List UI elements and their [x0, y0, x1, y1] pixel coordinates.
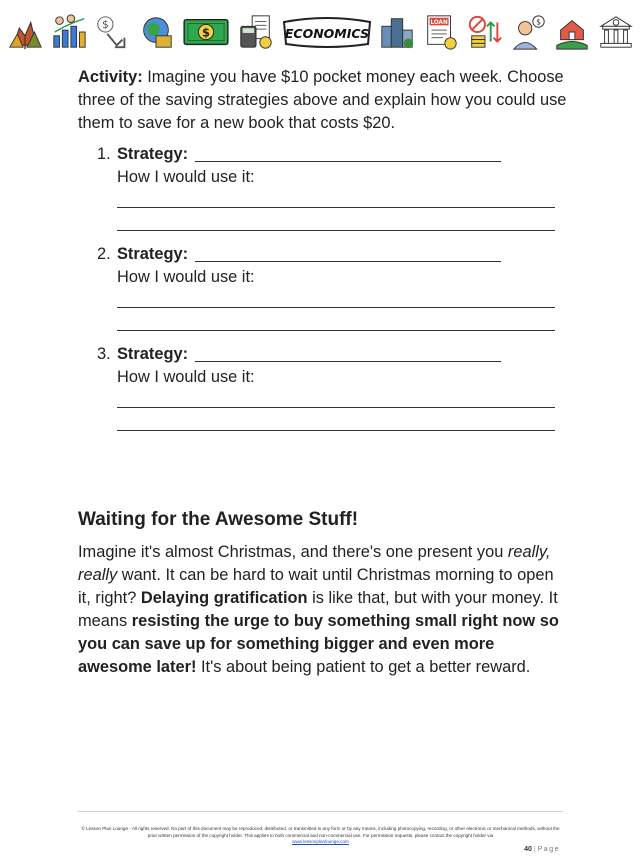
para-text: It's about being patient to get a better reward.	[196, 658, 531, 676]
no-dollar-coins-icon	[466, 13, 504, 51]
strategy-item	[97, 243, 567, 288]
bank-building-icon	[597, 13, 635, 51]
strategy-item	[97, 343, 567, 388]
falling-dollar-icon	[94, 13, 132, 51]
header-icon-banner	[6, 10, 635, 54]
para-bold-term: Delaying gratification	[140, 589, 308, 607]
house-hand-icon	[553, 13, 591, 51]
bar-chart-people-icon	[50, 13, 88, 51]
globe-trade-icon	[137, 13, 175, 51]
strategy-name-blank[interactable]	[195, 161, 501, 162]
loan-document-icon	[422, 13, 460, 51]
activity-text: Imagine you have $10 pocket money each week. Choose three of the saving strategies above and explain how you could use them to save for a new book that costs $20.	[78, 68, 567, 132]
strategy-label: Strategy:	[117, 345, 189, 363]
gratification-paragraph	[78, 541, 568, 679]
para-bold-phrase: resisting the urge to buy something small right now so you can save up for something bigger and even more awesome later!	[78, 612, 559, 676]
calculator-invoice-icon	[237, 13, 275, 51]
footer-copyright	[78, 826, 563, 846]
para-text: is like that, but with your money. It means	[78, 589, 558, 630]
footer-divider	[78, 811, 563, 812]
answer-line[interactable]	[117, 330, 555, 331]
para-emphasis: really, really	[78, 543, 551, 584]
activity-paragraph	[78, 66, 578, 135]
loan-label: LOAN	[430, 19, 448, 26]
strategy-number: 3.	[97, 345, 111, 363]
economics-banner	[281, 12, 373, 52]
svg-text:$: $	[202, 25, 210, 40]
strategy-label: Strategy:	[117, 245, 189, 263]
page-number-value: 40	[524, 846, 532, 853]
para-text: want. It can be hard to wait until Christmas morning to open it, right?	[78, 566, 554, 607]
answer-line[interactable]	[117, 407, 555, 408]
answer-line[interactable]	[117, 307, 555, 308]
answer-line[interactable]	[117, 230, 555, 231]
page-separator: |	[533, 846, 536, 853]
economics-label: ECONOMICS	[284, 26, 369, 41]
para-text: Imagine it's almost Christmas, and there's one present you	[78, 543, 508, 561]
investor-person-icon	[510, 13, 548, 51]
strategy-prompt: How I would use it:	[117, 268, 255, 286]
strategy-number: 1.	[97, 145, 111, 163]
strategy-number: 2.	[97, 245, 111, 263]
strategy-item	[97, 143, 567, 188]
strategy-name-blank[interactable]	[195, 361, 501, 362]
footer-website-link[interactable]: www.lessonplanlounge.com	[292, 839, 349, 845]
autumn-leaves-icon	[6, 13, 44, 51]
strategy-name-blank[interactable]	[195, 261, 501, 262]
answer-line[interactable]	[117, 430, 555, 431]
answer-line[interactable]	[117, 207, 555, 208]
strategy-prompt: How I would use it:	[117, 168, 255, 186]
svg-text:$: $	[101, 19, 109, 32]
page-word: Page	[537, 846, 560, 853]
activity-label: Activity:	[78, 68, 143, 86]
city-buildings-icon	[378, 13, 416, 51]
copyright-text: © Lesson Plan Lounge - All rights reserved. No part of this document may be reproduced, distributed, or transmitted in any form or by any means, including photocopying, recording, or other electronic or mechanical methods, without the prior written permission of the copyright holder. This applies to both commercial and non-commercial use. For permission requests, please contact the copyright holder via	[81, 826, 560, 838]
dollar-bill-icon	[181, 13, 231, 51]
page-number	[524, 846, 560, 853]
svg-text:$: $	[535, 17, 541, 27]
section-heading: Waiting for the Awesome Stuff!	[78, 509, 359, 530]
strategy-prompt: How I would use it:	[117, 368, 255, 386]
strategy-label: Strategy:	[117, 145, 189, 163]
